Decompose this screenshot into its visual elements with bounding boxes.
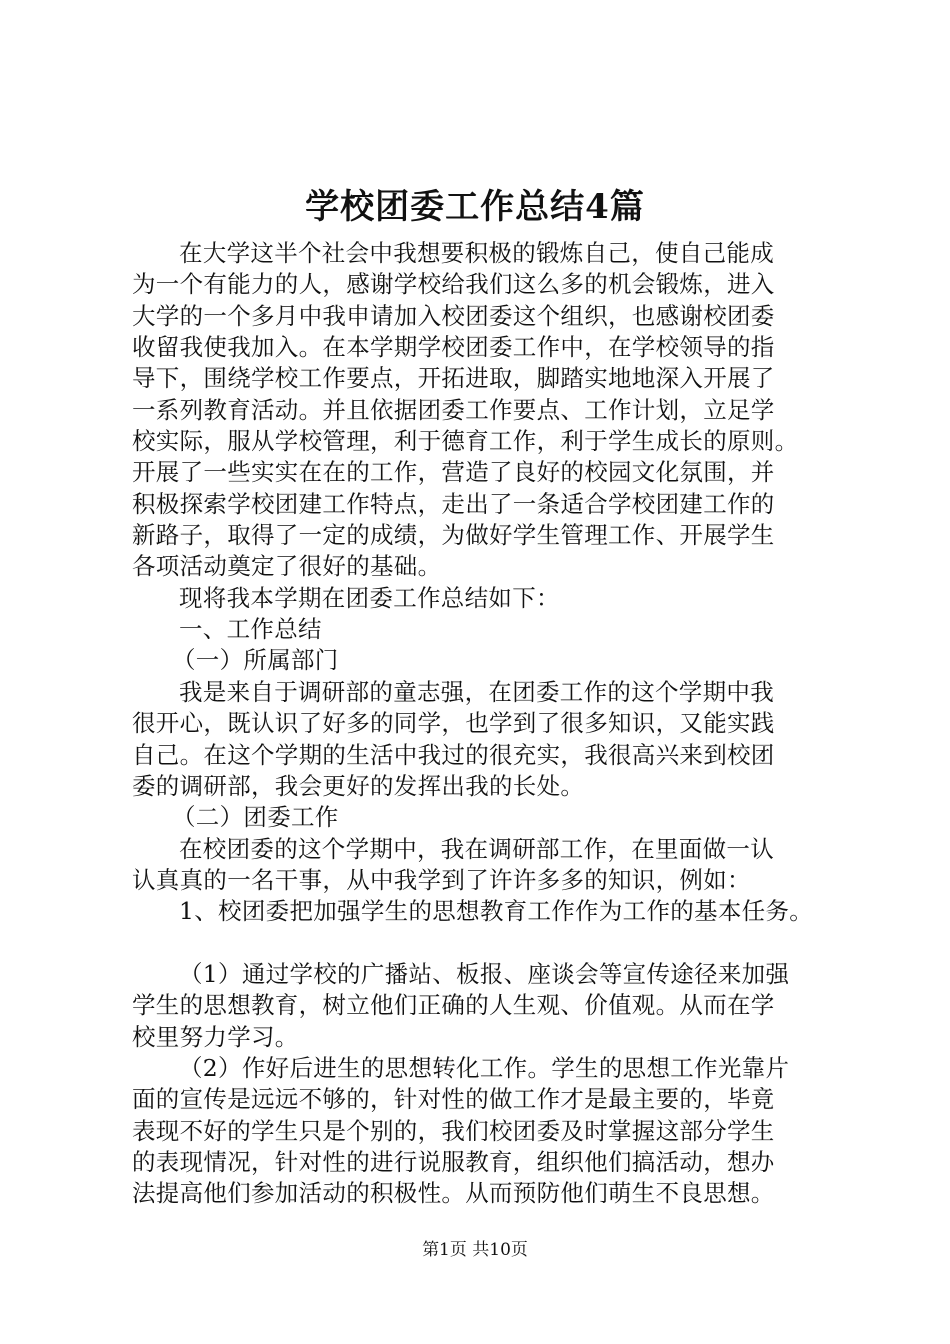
paragraph-line: 校实际，服从学校管理，利于德育工作，利于学生成长的原则。 bbox=[132, 427, 799, 456]
subsection-heading: （一）所属部门 bbox=[172, 646, 339, 675]
list-item-heading: 1、校团委把加强学生的思想教育工作作为工作的基本任务。 bbox=[179, 897, 814, 926]
paragraph-line: 很开心，既认识了好多的同学，也学到了很多知识，又能实践 bbox=[132, 709, 775, 738]
paragraph-line: 校里努力学习。 bbox=[132, 1022, 299, 1051]
paragraph-line: （1）通过学校的广播站、板报、座谈会等宣传途径来加强 bbox=[179, 959, 790, 988]
subsection-heading: （二）团委工作 bbox=[172, 803, 339, 832]
paragraph-line: 大学的一个多月中我申请加入校团委这个组织，也感谢校团委 bbox=[132, 301, 775, 330]
paragraph-line: 现将我本学期在团委工作总结如下： bbox=[179, 583, 560, 612]
paragraph-line: 委的调研部，我会更好的发挥出我的长处。 bbox=[132, 771, 585, 800]
paragraph-line: 一系列教育活动。并且依据团委工作要点、工作计划，立足学 bbox=[132, 395, 775, 424]
paragraph-line: 表现不好的学生只是个别的，我们校团委及时掌握这部分学生 bbox=[132, 1116, 775, 1145]
paragraph-line: 在大学这半个社会中我想要积极的锻炼自己，使自己能成 bbox=[179, 239, 774, 267]
paragraph-line: 的表现情况，针对性的进行说服教育，组织他们搞活动，想办 bbox=[132, 1147, 775, 1176]
paragraph-line: 法提高他们参加活动的积极性。从而预防他们萌生不良思想。 bbox=[132, 1179, 775, 1208]
paragraph-line: 各项活动奠定了很好的基础。 bbox=[132, 552, 442, 581]
paragraph-line: 收留我使我加入。在本学期学校团委工作中，在学校领导的指 bbox=[132, 333, 775, 362]
paragraph-line: 积极探索学校团建工作特点，走出了一条适合学校团建工作的 bbox=[132, 489, 775, 518]
paragraph-line: 我是来自于调研部的童志强，在团委工作的这个学期中我 bbox=[179, 677, 774, 706]
document-body bbox=[132, 238, 832, 1210]
paragraph-line: 学生的思想教育，树立他们正确的人生观、价值观。从而在学 bbox=[132, 991, 775, 1020]
paragraph-line: 为一个有能力的人，感谢学校给我们这么多的机会锻炼，进入 bbox=[132, 270, 775, 299]
section-heading: 一、工作总结 bbox=[179, 615, 322, 644]
page-footer: 第1页 共10页 bbox=[422, 1240, 528, 1260]
paragraph-line: 开展了一些实实在在的工作，营造了良好的校园文化氛围，并 bbox=[132, 458, 775, 487]
paragraph-line: 自己。在这个学期的生活中我过的很充实，我很高兴来到校团 bbox=[132, 740, 775, 769]
document-title: 学校团委工作总结4篇 bbox=[305, 187, 645, 227]
blank-line bbox=[132, 928, 832, 959]
paragraph-line: 新路子，取得了一定的成绩，为做好学生管理工作、开展学生 bbox=[132, 521, 775, 550]
paragraph-line: 导下，围绕学校工作要点，开拓进取，脚踏实地地深入开展了 bbox=[132, 364, 775, 393]
paragraph-line: 认真真的一名干事，从中我学到了许许多多的知识，例如： bbox=[132, 865, 751, 894]
paragraph-line: 在校团委的这个学期中，我在调研部工作，在里面做一认 bbox=[179, 834, 774, 863]
paragraph-line: （2）作好后进生的思想转化工作。学生的思想工作光靠片 bbox=[179, 1053, 790, 1082]
paragraph-line: 面的宣传是远远不够的，针对性的做工作才是最主要的，毕竟 bbox=[132, 1085, 775, 1114]
